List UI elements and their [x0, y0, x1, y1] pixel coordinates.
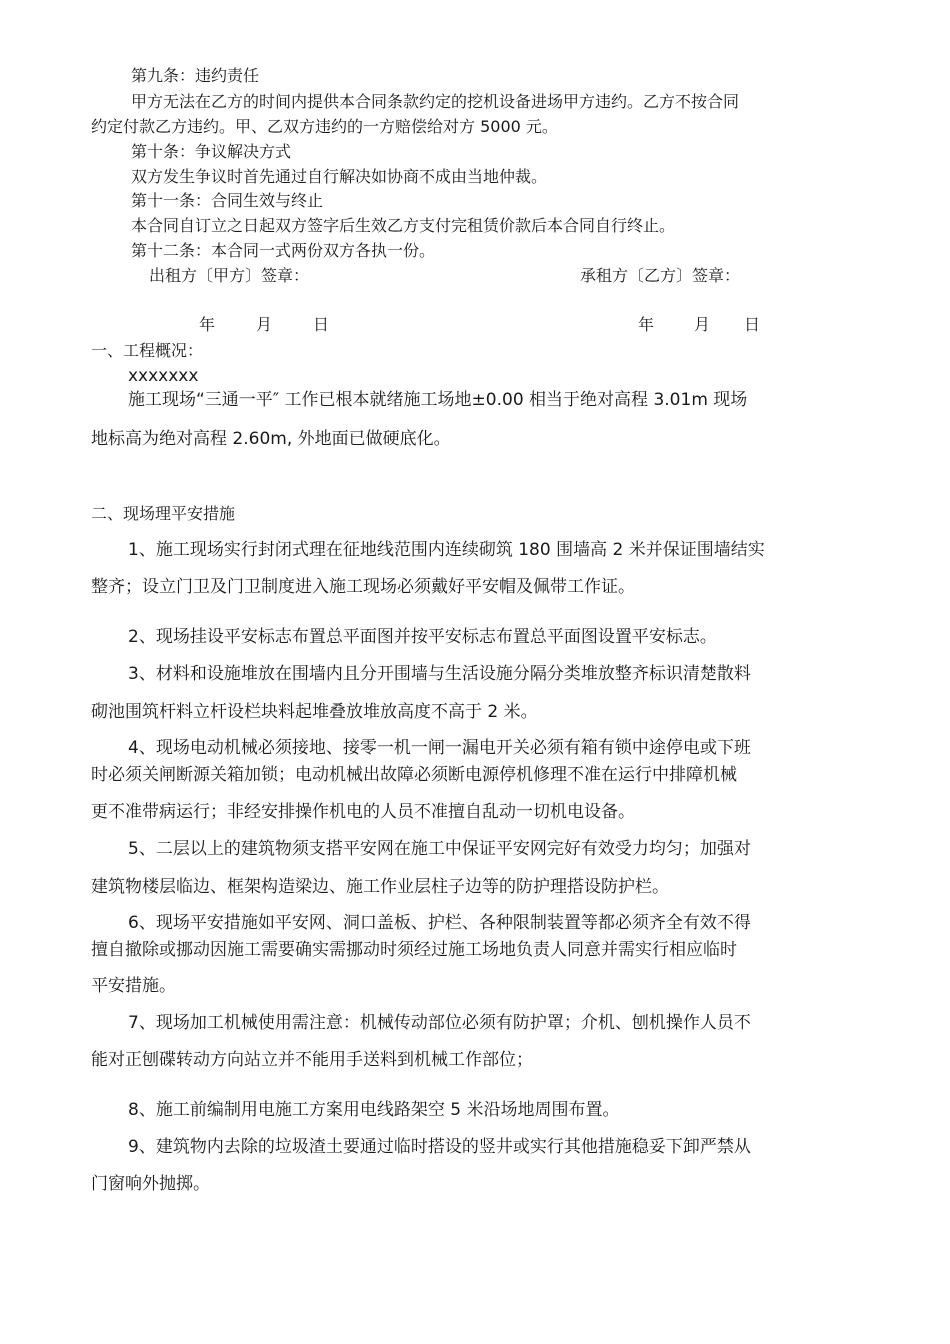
article-10-title: 第十条：争议解决方式 — [131, 142, 292, 161]
item-3-line-2: 砌池围筑杆料立杆设栏块料起堆叠放堆放高度不高于 2 米。 — [91, 702, 538, 722]
article-10-body: 双方发生争议时首先通过自行解决如协商不成由当地仲裁。 — [131, 167, 548, 186]
item-7-line-2: 能对正刨碟转动方向站立并不能用手送料到机械工作部位； — [91, 1050, 533, 1070]
lessee-date-day: 日 — [744, 315, 761, 334]
lessor-date-month: 月 — [256, 315, 273, 334]
project-name-placeholder: xxxxxxx — [128, 366, 199, 386]
lessor-date-year: 年 — [199, 315, 216, 334]
section-1-heading: 一、工程概况： — [91, 341, 204, 360]
article-9-body-line-2: 约定付款乙方违约。甲、乙双方违约的一方赔偿给对方 5000 元。 — [91, 117, 558, 136]
lessee-date-year: 年 — [638, 315, 655, 334]
item-9-line-2: 门窗响外抛掷。 — [91, 1174, 210, 1194]
item-6-line-3: 平安措施。 — [91, 976, 176, 996]
item-8: 8、施工前编制用电施工方案用电线路架空 5 米沿场地周围布置。 — [128, 1100, 620, 1120]
article-9-body-line-1: 甲方无法在乙方的时间内提供本合同条款约定的挖机设备进场甲方违约。乙方不按合同 — [131, 92, 740, 111]
item-6-line-2: 擅自撤除或挪动因施工需要确实需挪动时须经过施工场地负责人同意并需实行相应临时 — [91, 940, 737, 960]
item-7-line-1: 7、现场加工机械使用需注意：机械传动部位必须有防护罩；介机、刨机操作人员不 — [128, 1013, 751, 1033]
item-9-line-1: 9、建筑物内去除的垃圾渣土要通过临时搭设的竖井或实行其他措施稳妥下卸严禁从 — [128, 1137, 751, 1157]
item-1-line-1: 1、施工现场实行封闭式理在征地线范围内连续砌筑 180 围墙高 2 米并保证围墙结实 — [128, 540, 765, 560]
section-1-para-line-2: 地标高为绝对高程 2.60m, 外地面已做硬底化。 — [91, 429, 451, 449]
section-2-heading: 二、现场理平安措施 — [91, 504, 236, 523]
item-2: 2、现场挂设平安标志布置总平面图并按平安标志布置总平面图设置平安标志。 — [128, 627, 717, 647]
item-4-line-1: 4、现场电动机械必须接地、接零一机一闸一漏电开关必须有箱有锁中途停电或下班 — [128, 738, 751, 758]
item-5-line-2: 建筑物楼层临边、框架构造梁边、施工作业层柱子边等的防护理搭设防护栏。 — [91, 877, 669, 897]
lessor-date-day: 日 — [313, 315, 330, 334]
item-6-line-1: 6、现场平安措施如平安网、洞口盖板、护栏、各种限制装置等都必须齐全有效不得 — [128, 913, 751, 933]
item-4-line-2: 时必须关闸断源关箱加锁；电动机械出故障必须断电源停机修理不准在运行中排障机械 — [91, 765, 737, 785]
article-12: 第十二条：本合同一式两份双方各执一份。 — [131, 241, 436, 260]
item-3-line-1: 3、材料和设施堆放在围墙内且分开围墙与生活设施分隔分类堆放整齐标识清楚散料 — [128, 664, 751, 684]
item-1-line-2: 整齐；设立门卫及门卫制度进入施工现场必须戴好平安帽及佩带工作证。 — [91, 577, 635, 597]
section-1-para-line-1: 施工现场“三通一平″ 工作已根本就绪施工场地±0.00 相当于绝对高程 3.01m 现场 — [128, 390, 748, 410]
article-11-body: 本合同自订立之日起双方签字后生效乙方支付完租赁价款后本合同自行终止。 — [131, 216, 676, 235]
article-11-title: 第十一条：合同生效与终止 — [131, 191, 324, 210]
item-5-line-1: 5、二层以上的建筑物须支搭平安网在施工中保证平安网完好有效受力均匀；加强对 — [128, 839, 751, 859]
item-4-line-3: 更不准带病运行；非经安排操作机电的人员不准擅自乱动一切机电设备。 — [91, 802, 635, 822]
article-9-title: 第九条：违约责任 — [131, 66, 260, 85]
lessee-date-month: 月 — [694, 315, 711, 334]
lessee-signature-label: 承租方〔乙方〕签章： — [580, 266, 741, 285]
lessor-signature-label: 出租方〔甲方〕签章： — [149, 266, 310, 285]
